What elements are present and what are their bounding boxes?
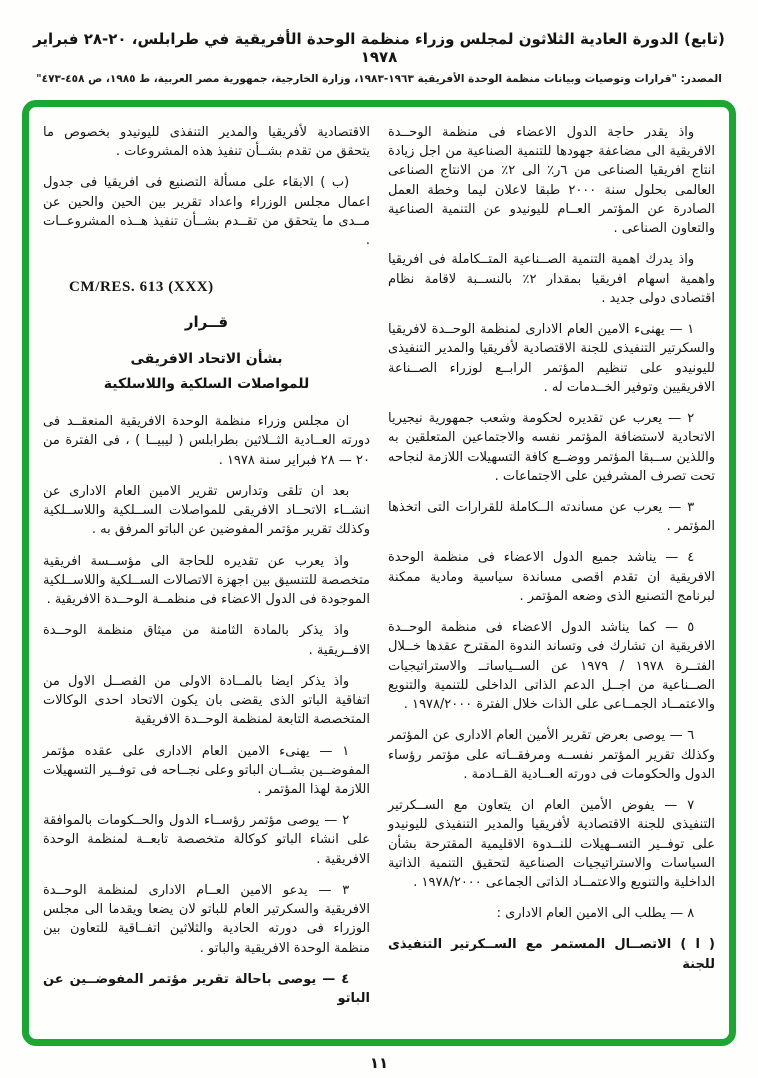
page-header-source: المصدر: "قرارات وتوصيات وبيانات منظمة الوحدة الأفريقية ١٩٦٣-١٩٨٣، وزارة الخارجية، جمهورية مصر العربية، ط ١٩٨٥، ص ٤٥٨-٤٧٣" [36, 73, 722, 85]
paragraph: ٤ — يوصى باحالة تقرير مؤتمر المفوضــين عن الباتو [43, 971, 370, 1007]
page-header-title: (تابع) الدورة العادية الثلاثون لمجلس وزراء منظمة الوحدة الأفريقية في طرابلس، ٢٠-٢٨ فبراير ١٩٧٨ [33, 30, 725, 66]
resolution-title: قــرار [184, 312, 229, 331]
paragraph: ٣ — يعرب عن مساندته الــكاملة للقرارات التى اتخذها المؤتمر . [388, 499, 715, 535]
resolution-number: CM/RES. 613 (XXX) [69, 279, 214, 296]
paragraph: ٣ — يدعو الامين العــام الادارى لمنظمة الوحــدة الافريقية والسكرتير العام للباتو لان يضعا ويقدما الى مجلس الوزراء فى دورته الحادية والثلاثين اتفــاقية للتعاون بين منظمة الوحدة الافريقية والباتو . [43, 882, 370, 956]
paragraph: ٥ — كما يناشد الدول الاعضاء فى منظمة الوحــدة الافريقية ان تشارك فى وتساند الندوة المقترح عقدها خــلال الفتــرة ١٩٧٨ / ١٩٧٩ عن الســياساتــ والاستراتيجيات الصــناعية من اجــل الدعم الذاتى الداخلى للتنمية والتنويع والاعتمــاد الجمــاعى على الذات خلال الفترة ١٩٧٨/٢٠٠٠ . [388, 620, 715, 713]
paragraph: واذ يذكر ايضا بالمــادة الاولى من الفصــل الاول من اتفاقية الباتو الذى يقضى بان يكون الاتحاد احدى الوكالات المتخصصة التابعة لمنظمة الوحــدة الافريقية [43, 673, 370, 728]
paragraph: ٦ — يوصى بعرض تقرير الأمين العام الادارى عن المؤتمر وكذلك تقرير المؤتمر نفســه ومرفقــاته على مؤتمر رؤساء الدول والحكومات فى دورته العــادية القــادمة . [388, 728, 715, 782]
paragraph: بعد ان تلقى وتدارس تقرير الامين العام الادارى عن انشــاء الاتحــاد الافريقى للمواصلات الســلكية واللاســلكية وكذلك تقرير مؤتمر المفوضين عن الباتو المرفق به . [43, 483, 370, 538]
paragraph: ان مجلس وزراء منظمة الوحدة الافريقية المنعقــد فى دورته العــادية الثــلاثين بطرابلس ( ليبيــا ) ، فى الفترة من ٢٠ — ٢٨ فبراير سنة ١٩٧٨ . [43, 414, 370, 468]
paragraph: واذ يقدر حاجة الدول الاعضاء فى منظمة الوحــدة الافريقية الى مضاعفة جهودها للتنمية الصناعية من اجل زيادة انتاج افريقيا الصناعى من ٦ر٪ الى ٢٪ من الانتاج الصناعى العالمى بحلول سنة ٢٠٠٠ طبقا لاعلان ليما وخطة العمل الصادرة عن المؤتمر العــام لليونيدو عن التنمية الصناعية والتعاون الصناعى . [388, 125, 716, 237]
page-number: ١١ [369, 1054, 389, 1072]
document-content [29, 107, 729, 1039]
paragraph: ٢ — يوصى مؤتمر رؤســاء الدول والحــكومات بالموافقة على انشاء الباتو كوكالة متخصصة تابعــة لمنظمة الوحدة الافريقية . [43, 813, 370, 867]
paragraph: ١ — يهنىء الامين العام الادارى لمنظمة الوحــدة لافريقيا والسكرتير التنفيذى للجنة الاقتصادية لأفريقيا والمدير التنفيذى لليونيدو على تنظيم المؤتمر الرابــع لوزراء الصــناعة الافريقيين وتوفير الخــدمات له . [388, 322, 715, 395]
paragraph: الاقتصادية لأفريقيا والمدير التنفذى لليونيدو بخصوص ما يتحقق من تقدم بشــأن تنفيذ هذه المشروعات . [43, 125, 370, 160]
document-frame [22, 100, 736, 1046]
paragraph: واذ يدرك اهمية التنمية الصــناعية المتــكاملة فى افريقيا واهمية اسهام افريقيا بمقدار ٢٪ بالنســبة لاقامة نظام اقتصادى دولى جديد . [388, 252, 715, 306]
paragraph: واذ يذكر بالمادة الثامنة من ميثاق منظمة الوحــدة الافــريقية . [43, 623, 370, 658]
column-left [43, 123, 370, 1033]
column-right [388, 123, 715, 1033]
paragraph: ( ا ) الاتصــال المستمر مع الســكرتير التنفيذى للجنة [388, 937, 715, 972]
page-header [20, 30, 738, 85]
paragraph: (ب ) الابقاء على مسألة التصنيع فى افريقيا فى جدول اعمال مجلس الوزراء واعداد تقرير بين الحين والحين عن مــدى ما يتحقق من تقــدم بشــأن تنفيذ هــذه المشروعــات . [43, 175, 370, 249]
paragraph: ٧ — يفوض الأمين العام ان يتعاون مع الســكرتير التنفيذى للجنة الاقتصادية لأفريقيا والمدير التنفيذى لليونيدو على توفــير التســهيلات للنــدوة الاقليمية المقترحة بشأن السياسات والاستراتيجيات الصناعية لتحقيق التنمية الذاتية الداخلية والتنويع والاعتمــاد الذاتى الجماعى ١٩٧٨/٢٠٠٠ . [388, 798, 715, 890]
paragraph: ٢ — يعرب عن تقديره لحكومة وشعب جمهورية نيجيريا الاتحادية لاستضافة المؤتمر نفسه والاجتماعين المتعلقين به واللذين ســبقا المؤتمر ووضــع كافة التسهيلات اللازمة لنجاحه تحت تصرف المشرفين على الاجتماعات . [388, 411, 715, 484]
paragraph: ١ — يهنىء الامين العام الادارى على عقده مؤتمر المفوضــين بشــان الباتو وعلى نجــاحه فى توفــير التسهيلات اللازمة لهذا المؤتمر . [43, 743, 370, 797]
paragraph: ٨ — يطلب الى الامين العام الادارى : [496, 906, 695, 922]
paragraph: ٤ — يناشد جميع الدول الاعضاء فى منظمة الوحدة الافريقية ان تقدم اقصى مساندة سياسية ومادية ممكنة لبرنامج التصنيع الذى وضعه المؤتمر . [388, 550, 715, 604]
resolution-subtitle-line2: للمواصلات السلكية واللاسلكية [103, 375, 310, 392]
resolution-subtitle-line1: بشأن الاتحاد الافريقى [130, 350, 283, 367]
paragraph: واذ يعرب عن تقديره للحاجة الى مؤســسة افريقية متخصصة للتنسيق بين اجهزة الاتصالات الســلكية واللاســلكية الموجودة فى الدول الاعضاء فى منظمــة الوحــدة الافريقية . [43, 553, 370, 608]
